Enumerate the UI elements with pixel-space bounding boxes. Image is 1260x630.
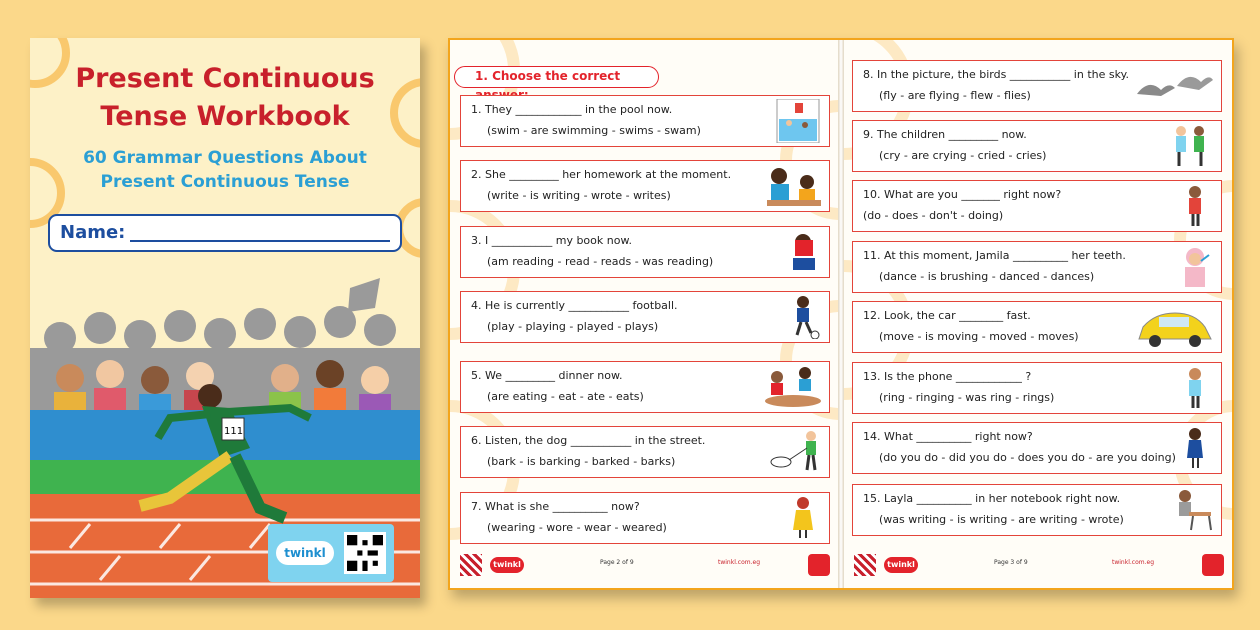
question-options: (swim - are swimming - swims - swam)	[487, 124, 701, 137]
question-text: 9. The children _________ now.	[863, 128, 1027, 141]
workbook-cover	[30, 38, 420, 598]
question-text: 15. Layla __________ in her notebook right now.	[863, 492, 1121, 505]
girl-dress-picture	[763, 496, 823, 540]
footer-qr-icon	[854, 554, 876, 576]
cover-title	[30, 60, 420, 136]
question-text: 4. He is currently ___________ football.	[471, 299, 678, 312]
thinking-boy-picture	[1155, 184, 1215, 228]
question-card	[460, 160, 830, 212]
question-text: 11. At this moment, Jamila __________ her teeth.	[863, 249, 1126, 262]
phone-boy-picture	[1155, 366, 1215, 410]
question-options: (play - playing - played - plays)	[487, 320, 659, 333]
question-text: 3. I ___________ my book now.	[471, 234, 632, 247]
question-options: (do you do - did you do - does you do - are you doing)	[879, 451, 1176, 464]
brand-tag	[268, 524, 394, 582]
question-text: 2. She _________ her homework at the moment.	[471, 168, 732, 181]
dog-walking-picture	[763, 430, 823, 474]
homework-picture	[763, 164, 823, 208]
open-workbook	[448, 38, 1234, 590]
question-options: (do - does - don't - doing)	[863, 209, 1004, 222]
car-picture	[1135, 305, 1215, 349]
name-label: Name:	[60, 222, 126, 243]
footer-logo-icon	[1202, 554, 1224, 576]
question-text: 14. What __________ right now?	[863, 430, 1033, 443]
cover-title-line: Present Continuous	[75, 63, 375, 94]
football-picture	[763, 295, 823, 339]
page-number: Page 2 of 9	[600, 559, 634, 566]
question-card	[460, 492, 830, 544]
question-card	[852, 60, 1222, 112]
footer-brand: twinkl	[884, 557, 918, 573]
page-left	[450, 40, 838, 588]
question-text: 10. What are you _______ right now?	[863, 188, 1062, 201]
name-line	[130, 240, 390, 242]
girl-picture	[1155, 426, 1215, 470]
question-options: (fly - are flying - flew - flies)	[879, 89, 1031, 102]
question-options: (dance - is brushing - danced - dances)	[879, 270, 1095, 283]
question-card	[460, 426, 830, 478]
question-text: 6. Listen, the dog ___________ in the street.	[471, 434, 706, 447]
question-text: 12. Look, the car ________ fast.	[863, 309, 1031, 322]
qr-code	[344, 532, 386, 574]
question-options: (am reading - read - reads - was reading)	[487, 255, 714, 268]
runner-illustration	[110, 378, 330, 528]
question-options: (was writing - is writing - are writing - wrote)	[879, 513, 1124, 526]
question-card	[852, 180, 1222, 232]
cover-title-line: Tense Workbook	[100, 101, 350, 132]
question-card	[852, 362, 1222, 414]
dinner-picture	[763, 365, 823, 409]
cover-subtitle-line: 60 Grammar Questions About	[83, 148, 367, 168]
name-field[interactable]	[48, 214, 402, 252]
birds-picture	[1135, 64, 1215, 108]
question-options: (cry - are crying - cried - cries)	[879, 149, 1047, 162]
question-options: (wearing - wore - wear - weared)	[487, 521, 667, 534]
question-card	[852, 484, 1222, 536]
question-text: 8. In the picture, the birds ___________ in the sky.	[863, 68, 1130, 81]
page-right	[844, 40, 1232, 588]
question-card	[460, 361, 830, 413]
question-text: 7. What is she __________ now?	[471, 500, 640, 513]
pool-picture	[763, 99, 823, 143]
footer-qr-icon	[460, 554, 482, 576]
question-options: (write - is writing - wrote - writes)	[487, 189, 671, 202]
question-card	[460, 226, 830, 278]
crying-children-picture	[1155, 124, 1215, 168]
question-card	[852, 422, 1222, 474]
question-card	[852, 301, 1222, 353]
question-options: (ring - ringing - was ring - rings)	[879, 391, 1055, 404]
question-options: (are eating - eat - ate - eats)	[487, 390, 644, 403]
question-text: 5. We _________ dinner now.	[471, 369, 623, 382]
cover-subtitle-line: Present Continuous Tense	[100, 172, 350, 192]
question-card	[460, 291, 830, 343]
section-heading: 1. Choose the correct	[454, 66, 659, 88]
cover-subtitle	[30, 146, 420, 194]
footer-site[interactable]: twinkl.com.eg	[718, 559, 760, 566]
page-footer	[844, 548, 1232, 584]
page-number: Page 3 of 9	[994, 559, 1028, 566]
page-footer	[450, 548, 838, 584]
question-options: (move - is moving - moved - moves)	[879, 330, 1079, 343]
question-card	[852, 120, 1222, 172]
brushing-teeth-picture	[1155, 245, 1215, 289]
reading-picture	[763, 230, 823, 274]
question-text: 1. They ____________ in the pool now.	[471, 103, 673, 116]
footer-site[interactable]: twinkl.com.eg	[1112, 559, 1154, 566]
footer-brand: twinkl	[490, 557, 524, 573]
question-text: 13. Is the phone ____________ ?	[863, 370, 1032, 383]
question-card	[852, 241, 1222, 293]
footer-logo-icon	[808, 554, 830, 576]
twinkl-logo: twinkl	[276, 541, 334, 565]
question-card	[460, 95, 830, 147]
writing-girl-picture	[1155, 488, 1215, 532]
question-options: (bark - is barking - barked - barks)	[487, 455, 676, 468]
bib-number: 111	[224, 426, 244, 437]
